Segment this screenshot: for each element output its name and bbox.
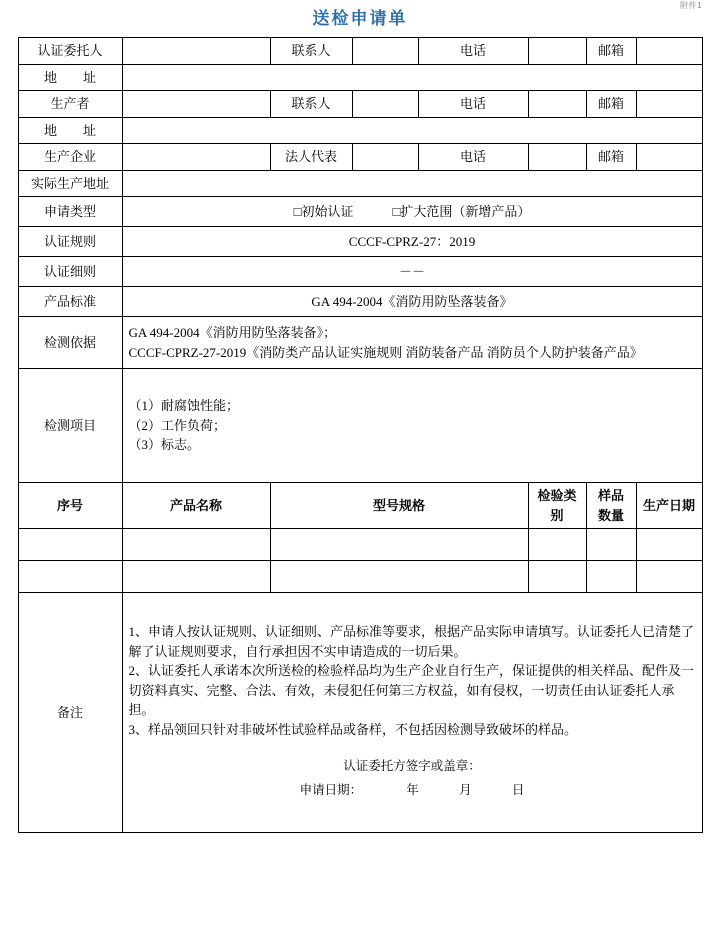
producer-phone-label: 电话 (418, 91, 528, 118)
sample-cell-product-name[interactable] (122, 529, 270, 561)
table-row-test-basis (18, 317, 702, 369)
test-item-1: （1）耐腐蚀性能； (128, 398, 240, 414)
manufacturer-value[interactable] (122, 144, 270, 171)
date-month-unit: 月 (459, 783, 472, 797)
corner-attachment-mark: 附件1 (680, 1, 702, 10)
manufacturer-email-value[interactable] (636, 144, 702, 171)
test-item-2: （2）工作负荷； (128, 417, 227, 433)
sample-cell-test-type[interactable] (528, 529, 586, 561)
remark-label: 备注 (18, 593, 122, 833)
sample-header-sample-count: 样品数量 (586, 483, 636, 529)
table-row-product-standard (18, 287, 702, 317)
table-row-actual-site (18, 170, 702, 197)
sample-cell-test-type[interactable] (528, 561, 586, 593)
producer-contact-value[interactable] (352, 91, 418, 118)
sample-cell-sample-count[interactable] (586, 529, 636, 561)
legal-rep-value[interactable] (352, 144, 418, 171)
apply-type-label: 申请类型 (18, 197, 122, 227)
sample-header-index: 序号 (18, 483, 122, 529)
sample-cell-sample-count[interactable] (586, 561, 636, 593)
manufacturer-label: 生产企业 (18, 144, 122, 171)
legal-rep-label: 法人代表 (270, 144, 352, 171)
producer-phone-value[interactable] (528, 91, 586, 118)
cert-detail-value: －－ (122, 257, 702, 287)
product-standard-label: 产品标准 (18, 287, 122, 317)
table-row (18, 529, 702, 561)
table-row-producer (18, 91, 702, 118)
signature-label[interactable]: 认证委托方签字或盖章： (343, 759, 481, 774)
table-row-apply-type (18, 197, 702, 227)
actual-site-label: 实际生产地址 (18, 170, 122, 197)
cert-rule-value: CCCF-CPRZ-27：2019 (122, 227, 702, 257)
test-item-3: （3）标志。 (128, 437, 201, 453)
producer-value[interactable] (122, 91, 270, 118)
producer-contact-label: 联系人 (270, 91, 352, 118)
client-email-label: 邮箱 (586, 38, 636, 65)
test-items-label: 检测项目 (18, 369, 122, 483)
sample-cell-model-spec[interactable] (270, 561, 528, 593)
producer-email-label: 邮箱 (586, 91, 636, 118)
table-row-manufacturer (18, 144, 702, 171)
client-contact-value[interactable] (352, 38, 418, 65)
client-address-value[interactable] (122, 64, 702, 91)
remark-line-3: 3、样品领回只针对非破坏性试验样品或备样，不包括因检测导致破坏的样品。 (128, 721, 578, 737)
table-row-producer-address (18, 117, 702, 144)
sample-header-product-name: 产品名称 (122, 483, 270, 529)
test-basis-line-2: CCCF-CPRZ-27-2019《消防类产品认证实施规则 消防装备产品 消防员个人防护装备产品》 (128, 344, 643, 360)
date-day-unit: 日 (511, 783, 525, 797)
cert-rule-label: 认证规则 (18, 227, 122, 257)
test-basis-value (122, 317, 702, 369)
table-row-remark (18, 593, 702, 833)
client-label: 认证委托人 (18, 38, 122, 65)
remark-line-1: 1、申请人按认证规则、认证细则、产品标准等要求，根据产品实际申请填写。认证委托人已清楚了解了认证规则要求，自行承担因不实申请造成的一切后果。 (128, 624, 695, 659)
remark-content (122, 593, 702, 833)
application-date-line (129, 779, 696, 803)
sample-cell-index[interactable] (18, 529, 122, 561)
sample-header-model-spec: 型号规格 (270, 483, 528, 529)
sample-header-production-date: 生产日期 (636, 483, 702, 529)
sample-header-test-type: 检验类别 (528, 483, 586, 529)
signature-area (129, 755, 696, 803)
producer-address-label: 地 址 (18, 117, 122, 144)
actual-site-value[interactable] (122, 170, 702, 197)
apply-type-options[interactable]: □初始认证 □扩大范围（新增产品） (122, 197, 702, 227)
client-phone-value[interactable] (528, 38, 586, 65)
application-date-label: 申请日期： (299, 783, 363, 797)
page-title: 送检申请单 (312, 9, 408, 28)
table-row-cert-detail (18, 257, 702, 287)
test-items-value (122, 369, 702, 483)
manufacturer-phone-label: 电话 (418, 144, 528, 171)
manufacturer-phone-value[interactable] (528, 144, 586, 171)
sample-cell-production-date[interactable] (636, 561, 702, 593)
table-row-cert-rule (18, 227, 702, 257)
remark-line-2: 2、认证委托人承诺本次所送检的检验样品均为生产企业自行生产，保证提供的相关样品、配件及一切资料真实、完整、合法、有效，未侵犯任何第三方权益，如有侵权，一切责任由认证委托人承担。 (128, 663, 695, 718)
date-year-unit: 年 (406, 783, 419, 797)
cert-detail-label: 认证细则 (18, 257, 122, 287)
sample-cell-index[interactable] (18, 561, 122, 593)
client-email-value[interactable] (636, 38, 702, 65)
sample-table-header-row (18, 483, 702, 529)
table-row-client (18, 38, 702, 65)
sample-cell-model-spec[interactable] (270, 529, 528, 561)
client-phone-label: 电话 (418, 38, 528, 65)
test-basis-line-1: GA 494-2004《消防用防坠落装备》； (128, 325, 337, 340)
table-row (18, 561, 702, 593)
client-value[interactable] (122, 38, 270, 65)
sample-cell-production-date[interactable] (636, 529, 702, 561)
test-basis-label: 检测依据 (18, 317, 122, 369)
application-form-table (18, 37, 703, 833)
table-row-client-address (18, 64, 702, 91)
manufacturer-email-label: 邮箱 (586, 144, 636, 171)
producer-email-value[interactable] (636, 91, 702, 118)
client-contact-label: 联系人 (270, 38, 352, 65)
client-address-label: 地 址 (18, 64, 122, 91)
product-standard-value: GA 494-2004《消防用防坠落装备》 (122, 287, 702, 317)
sample-cell-product-name[interactable] (122, 561, 270, 593)
table-row-test-items (18, 369, 702, 483)
producer-address-value[interactable] (122, 117, 702, 144)
producer-label: 生产者 (18, 91, 122, 118)
